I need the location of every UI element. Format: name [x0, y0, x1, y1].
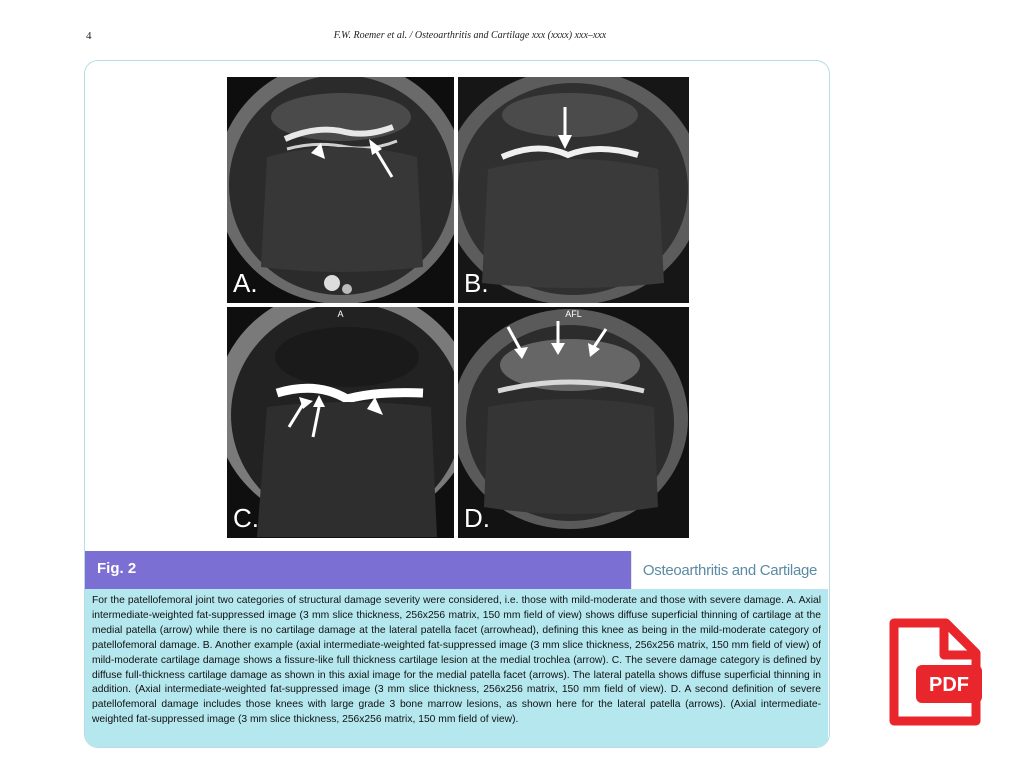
mri-image-d — [458, 307, 689, 538]
mri-panel-b — [458, 77, 689, 303]
figure-caption: For the patellofemoral joint two categories of structural damage severity were considered, i.e. those with mild-moderate and those with severe damage. A. Axial intermediate-weighted fat-suppressed image (3 mm slice thickness, 256x256 matrix, 150 mm field of view) shows diffuse superficial thinning of cartilage at the medial patella (arrow) while there is no cartilage damage at the lateral patella facet (arrowhead), defining this knee as being in the mild-moderate category of patellofemoral damage. B. Another example (axial intermediate-weighted fat-suppressed image (3 mm slice thickness, 256x256 matrix, 150 mm field of view) of mild-moderate cartilage damage shows a fissure-like full thickness cartilage lesion at the medial trochlea (arrow). C. The severe damage category is defined by diffuse full-thickness cartilage damage as shown in this axial image for the medial patella facet (arrows). The lateral patella shows diffuse superficial thinning in addition. (Axial intermediate-weighted fat-suppressed image (3 mm slice thickness, 256x256 matrix, 150 mm field of view). D. A second definition of severe patellofemoral damage includes those knees with large grade 3 bone marrow lesions, as shown here for the lateral patella (arrows). (Axial intermediate-weighted fat-suppressed image (3 mm slice thickness, 256x256 matrix, 150 mm field of view). — [85, 589, 828, 747]
mri-panel-d — [458, 307, 689, 538]
page-number: 4 — [86, 30, 92, 42]
mri-image-b — [458, 77, 689, 303]
pdf-icon — [880, 617, 984, 727]
running-header: F.W. Roemer et al. / Osteoarthritis and Cartilage xxx (xxxx) xxx–xxx — [333, 30, 607, 41]
panel-label-a: A. — [233, 268, 258, 298]
figure-frame — [84, 60, 830, 748]
journal-logo — [631, 551, 828, 589]
mri-image-c — [227, 307, 454, 538]
journal-logo-text: Osteoarthritis and Cartilage — [642, 561, 818, 579]
panel-label-c: C. — [233, 503, 259, 533]
mri-image-a — [227, 77, 454, 303]
mri-panel-c — [227, 307, 454, 538]
figure-label: Fig. 2 — [97, 560, 137, 577]
pdf-file-icon[interactable] — [880, 617, 984, 727]
figure-label-bar — [85, 551, 828, 589]
panel-annotation-c: A — [337, 309, 344, 319]
pdf-label: PDF — [929, 674, 969, 696]
panel-label-b: B. — [464, 268, 489, 298]
mri-panel-a — [227, 77, 454, 303]
panel-annotation-d: AFL — [565, 309, 582, 319]
panel-label-d: D. — [464, 503, 490, 533]
